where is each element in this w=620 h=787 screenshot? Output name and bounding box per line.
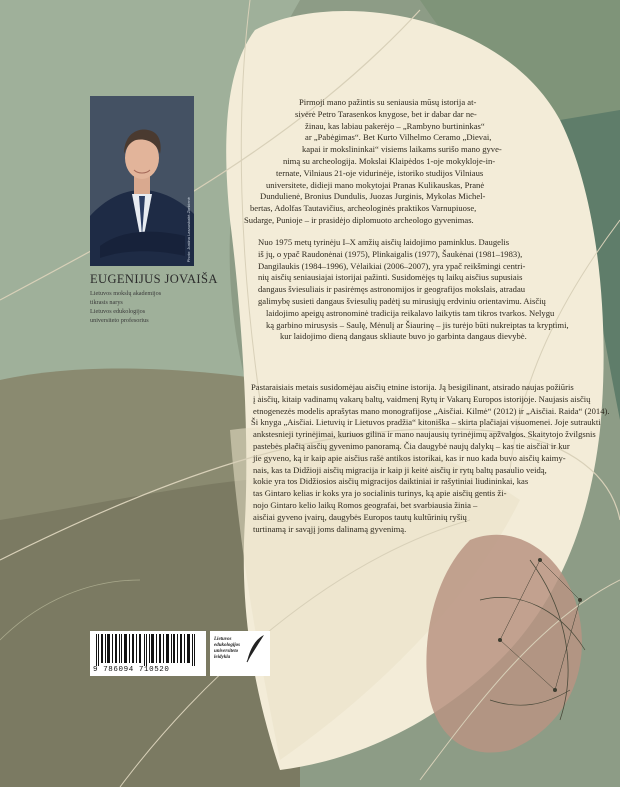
text-line: nais, kas ta Didžioji aisčių migracija ir kaip ji keitė aisčių ir rytų baltų pasaulio veidą, (253, 464, 547, 475)
paragraph-2 (240, 237, 569, 343)
author-role-line: Lietuvos edukologijos (90, 308, 146, 315)
text-line: ar „Pabėgimas“. Bet Kurto Vilhelmo Ceramo „Dievai, (305, 132, 492, 143)
text-line: nimą su archeologija. Mokslai Klaipėdos 1-oje mokykloje-in- (283, 155, 496, 166)
text-line: kapai ir mokslininkai“ visiems laikams surišo mano gyve- (302, 144, 502, 155)
publisher-name-line: leidykla (214, 655, 231, 660)
publisher-name-line: universiteto (214, 649, 239, 654)
quill-pen-icon (244, 634, 266, 664)
text-line: dangaus šviesuliais ir pasirėmęs astronomijos ir geografijos mokslais, atradau (258, 284, 526, 295)
text-line: žinau, kas labiau pakerėjo – „Rambyno burtininkas“ (305, 120, 485, 131)
text-line: jie gyveno, ką ir kaip apie aisčius rašė antikos istorikai, kas ir nuo kada buvo aisčių kaimy- (253, 452, 566, 463)
author-role-line: tikrasis narys (90, 299, 123, 306)
text-line: nojo Gintaro kelio laikų Romos geografai, bet svarbiausia žinia – (253, 499, 478, 510)
text-line: iš jų, o ypač Raudonėnai (1975), Plinkaigalis (1977), Šaukėnai (1981–1983), (258, 248, 523, 259)
paragraph-1 (244, 97, 502, 227)
text-line: į aisčių, kitaip vadinamų vakarų baltų, vaidmenį Rytų ir Vakarų Europos istorijoje. Naujasis aisčių (253, 393, 591, 404)
text-line: pastebės plačią aisčių gyvenimo panoramą. Čia daugybė naujų dalykų – kas tie aisčiai ir kur (253, 440, 570, 451)
isbn-barcode (90, 631, 206, 676)
text-line: bertas, Adolfas Tautavičius, archeologinės praktikos Varnupiuose, (250, 203, 477, 214)
barcode-bars (94, 634, 202, 666)
text-line: aisčiai gyveno įvairų, daugybės Europos tautų kultūrinių ryšių (253, 511, 467, 522)
text-line: Dundulienė, Bronius Dundulis, Juozas Jurginis, Mykolas Michel- (260, 191, 486, 202)
text-line: ternate, Vilniaus 21-oje vidurinėje, istorikо studijos Vilniaus (276, 167, 484, 178)
text-line: nių aisčių seniausiajai istorijai pažinti. Susidomėjęs tų laikų aisčius supusiais (258, 272, 523, 283)
text-line: tas Gintaro kelias ir koks yra jo socialinis turinys, ką apie aisčių gentis ži- (253, 488, 507, 499)
text-line: laidojimo apeigų astronominė tradicija reikalavo laikytis tam tikros tvarkos. Nelygu (266, 307, 555, 318)
paragraph-3 (235, 382, 610, 535)
publisher-name-line: edukologijos (214, 643, 241, 648)
text-line: galimybę susieti dangaus šviesulių padėtį su mirusiųjų erdviniu orientavimu. Aisčių (258, 295, 546, 306)
photo-credit: Photo: Justina Lasauskaitė-Zimkienė (186, 196, 191, 262)
text-line: etnogenezės modelis aprašytas mano monografijose „Aisčiai. Kilmė“ (2012) ir „Aisčiai. Raida“ (2014). (253, 405, 610, 416)
publisher-logo (210, 631, 270, 676)
text-line: sivėrė Petro Tarasenkos knygose, bet ir dabar dar ne- (295, 108, 477, 119)
text-line: Dangilaukis (1984–1996), Vėlaikiai (2006–2007), yra ypač reikšmingi centri- (258, 260, 526, 271)
text-line: turtinamą ir savąjį joms dalinamą gyvenimą. (253, 523, 407, 534)
author-role-line: Lietuvos mokslų akademijos (90, 290, 162, 297)
text-line: Nuo 1975 metų tyrinėju I–X amžių aisčių laidojimo paminklus. Daugelis (258, 237, 510, 247)
barcode-digits: 9 786094 710520 (93, 666, 170, 674)
text-line: Ši knyga „Aisčiai. Lietuvių ir Lietuvos pradžia“ kitoniška – skirta plačiajai visuomenei. Joje sutraukti (251, 417, 601, 428)
publisher-name (214, 637, 240, 661)
text-line: ankstesnieji tyrinėjimai, kuriuos gilina ir mano naujausių tyrinėjimų apžvalgos. Skaitytojo žvilgsnis (253, 429, 596, 440)
text-line: universitete, didieji mano mokytojai Pranas Kulikauskas, Pranė (266, 179, 485, 190)
author-name: EUGENIJUS JOVAIŠA (90, 272, 218, 286)
author-role-line: universiteto profesorius (90, 317, 149, 324)
text-line: Sudarge, Punioje – ir prasidėjo diplomuoto archeologo gyvenimas. (244, 214, 474, 225)
publisher-name-line: Lietuvos (214, 637, 232, 642)
text-line: Pastaraisiais metais susidomėjau aisčių etnine istorija. Ją besigilinant, atsirado naujas požiūris (251, 382, 574, 392)
text-line: kur laidojimo dieną dangaus skliaute buvo jo garbinta dangaus dievybė. (280, 331, 527, 342)
text-line: Pirmoji mano pažintis su seniausia mūsų istorija at- (299, 97, 477, 107)
text-line: ką garbino mirusysis – Saulę, Mėnulį ar Šiaurinę – jis turėjo būti nukreiptas ta kryptimi, (266, 319, 569, 330)
text-line: kokie yra tos Didžiosios aisčių migracijos daiktiniai ir rašytiniai liudininkai, kas (253, 476, 529, 487)
